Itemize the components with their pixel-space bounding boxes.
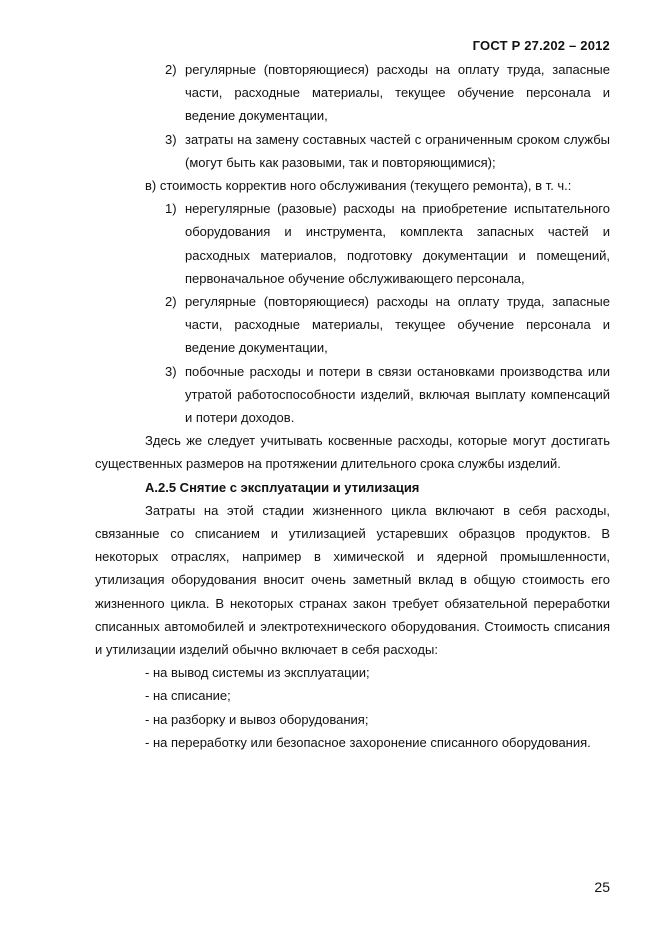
list-item-number: 2): [165, 294, 177, 310]
list-item: [95, 58, 610, 128]
corrective-maintenance-heading: в) стоимость корректив ного обслуживания (текущего ремонта), в т. ч.:: [145, 178, 572, 194]
list-item-number: 3): [165, 131, 177, 147]
list-item-number: 2): [165, 62, 177, 77]
dash-list-item: - на разборку и вывоз оборудования;: [145, 711, 369, 727]
list-item: [95, 290, 610, 360]
dash-list-item: - на переработку или безопасное захоронение списанного оборудования.: [145, 734, 591, 750]
dash-list-item: - на вывод системы из эксплуатации;: [145, 665, 370, 681]
list-item: [95, 360, 610, 430]
section-heading: А.2.5 Снятие с эксплуатации и утилизация: [145, 479, 420, 495]
list-item-text: регулярные (повторяющиеся) расходы на оплату труда, запасные части, расходные материалы, текущее обучение персонала и ведение документации,: [185, 294, 610, 356]
disposal-paragraph: Затраты на этой стадии жизненного цикла включают в себя расходы, связанные со списанием и утилизацией устаревших образцов продуктов. В некоторых отраслях, например в химической и ядерной промышленности, утилизация оборудования вносит очень заметный вклад в общую стоимость его жизненного цикла. В некоторых странах закон требует обязательной переработки списанных автомобилей и электротехнического оборудования. Стоимость списания и утилизации изделий обычно включает в себя расходы:: [95, 502, 610, 658]
indirect-costs-paragraph: Здесь же следует учитывать косвенные расходы, которые могут достигать существенных размеров на протяжении длительного срока службы изделий.: [95, 433, 610, 472]
list-item-text: регулярные (повторяющиеся) расходы на оплату труда, запасные части, расходные материалы, текущее обучение персонала и ведение документации,: [185, 62, 610, 124]
list-item-number: 1): [165, 201, 177, 217]
list-item-text: затраты на замену составных частей с ограниченным сроком службы (могут быть как разовыми, так и повторяющимися);: [185, 131, 610, 170]
list-item-number: 3): [165, 363, 177, 379]
list-item-text: нерегулярные (разовые) расходы на приобретение испытательного оборудования и инструмента, комплекта запасных частей и расходных материалов, подготовку документации и помещений, первоначальное обучение обслуживающего персонала,: [185, 201, 610, 286]
document-code-header: ГОСТ Р 27.202 – 2012: [472, 38, 610, 53]
page-number: 25: [594, 879, 610, 895]
dash-list-item: - на списание;: [145, 688, 231, 704]
page-body: [95, 58, 610, 754]
list-item: [95, 197, 610, 290]
list-item: [95, 128, 610, 174]
list-item-text: побочные расходы и потери в связи остановками производства или утратой работоспособности изделий, включая выплату компенсаций и потери доходов.: [185, 363, 610, 426]
